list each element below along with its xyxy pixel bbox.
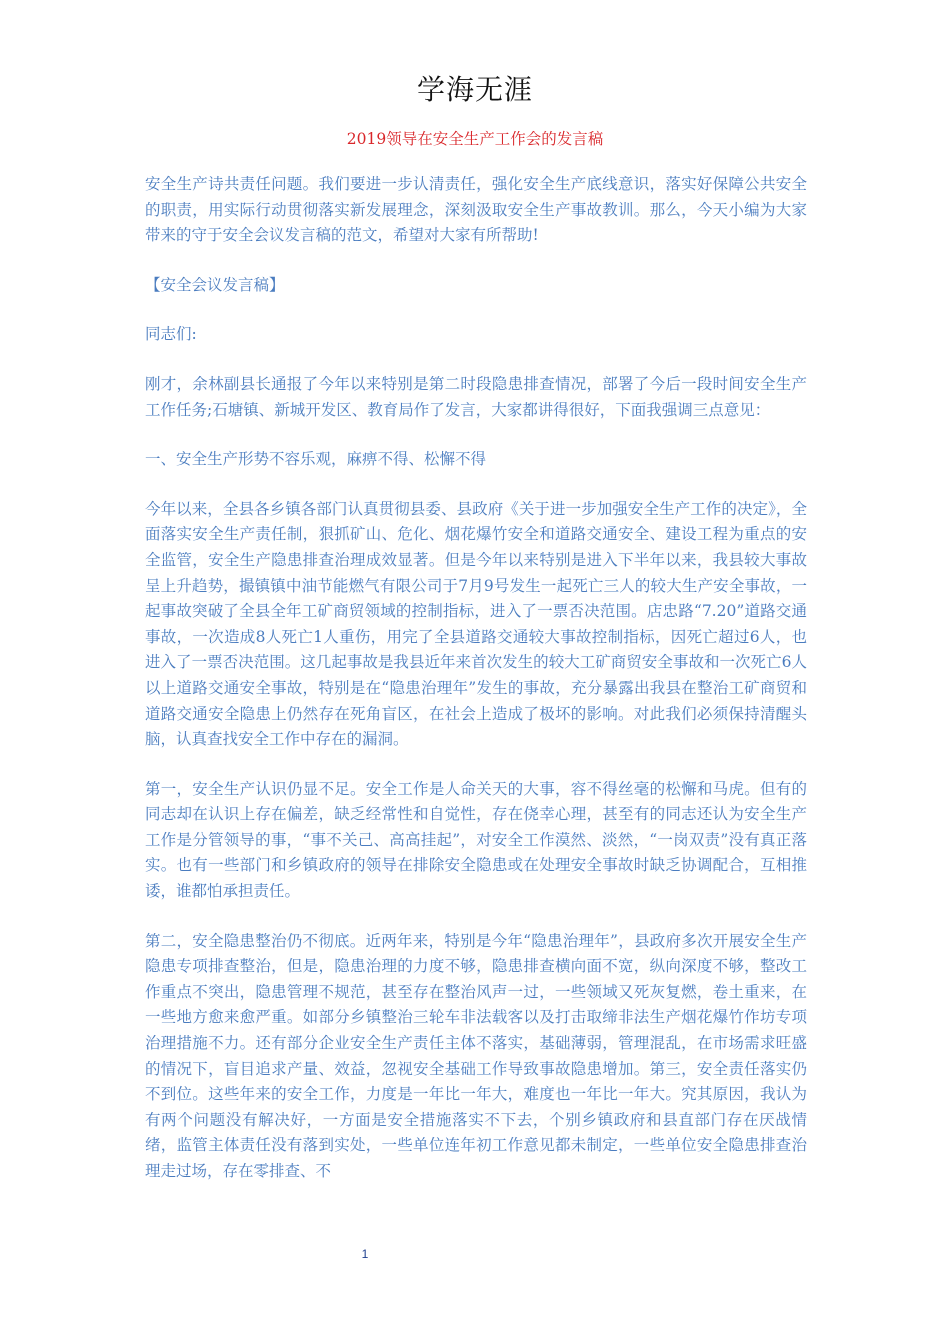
salutation: 同志们: bbox=[145, 325, 197, 344]
intro-paragraph: 安全生产诗共责任问题。我们要进一步认清责任，强化安全生产底线意识，落实好保障公共安全的职责，用实际行动贯彻落实新发展理念，深刻汲取安全生产事故教训。那么，今天小编为大家带来的守于安全会议发言稿的范文，希望对大家有所帮助! bbox=[145, 175, 807, 245]
section-heading-1: 一、安全生产形势不容乐观，麻痹不得、松懈不得 bbox=[145, 450, 487, 469]
document-title: 2019领导在安全生产工作会的发言稿 bbox=[346, 130, 604, 148]
body-paragraph: 今年以来，全县各乡镇各部门认真贯彻县委、县政府《关于进一步加强安全生产工作的决定》，全面落实安全生产责任制，狠抓矿山、危化、烟花爆竹安全和道路交通安全、建设工程为重点的安全监管，安全生产隐患排查治理成效显著。但是今年以来特别是进入下半年以来，我县较大事故呈上升趋势，撮镇镇中油节能燃气有限公司于7月9号发生一起死亡三人的较大生产安全事故，一起事故突破了全县全年工矿商贸领域的控制指标，进入了一票否决范围。店忠路“7.20”道路交通事故，一次造成8人死亡1人重伤，用完了全县道路交通较大事故控制指标，因死亡超过6人，也进入了一票否决范围。这几起事故是我县近年来首次发生的较大工矿商贸安全事故和一次死亡6人以上道路交通安全事故，特别是在“隐患治理年”发生的事故，充分暴露出我县在整治工矿商贸和道路交通安全隐患上仍然存在死角盲区，在社会上造成了极坏的影响。对此我们必须保持清醒头脑，认真查找安全工作中存在的漏洞。 bbox=[145, 499, 807, 749]
body-paragraph: 第二，安全隐患整治仍不彻底。近两年来，特别是今年“隐患治理年”，县政府多次开展安全生产隐患专项排查整治，但是，隐患治理的力度不够，隐患排查横向面不宽，纵向深度不够，整改工作重点不突出，隐患管理不规范，甚至存在整治风声一过，一些领域又死灰复燃，卷土重来，在一些地方愈来愈严重。如部分乡镇整治三轮车非法载客以及打击取缔非法生产烟花爆竹作坊专项治理措施不力。还有部分企业安全生产责任主体不落实，基础薄弱，管理混乱，在市场需求旺盛的情况下，盲目追求产量、效益，忽视安全基础工作导致事故隐患增加。第三，安全责任落实仍不到位。这些年来的安全工作，力度是一年比一年大，难度也一年比一年大。究其原因，我认为有两个问题没有解决好，一方面是安全措施落实不下去，个别乡镇政府和县直部门存在厌战情绪，监管主体责任没有落到实处，一些单位连年初工作意见都未制定，一些单位安全隐患排查治理走过场，存在零排查、不 bbox=[145, 931, 807, 1180]
section-label: 【安全会议发言稿】 bbox=[145, 275, 285, 294]
body-paragraph: 第一，安全生产认识仍显不足。安全工作是人命关天的大事，容不得丝毫的松懈和马虎。但有的同志却在认识上存在偏差，缺乏经常性和自觉性，存在侥幸心理，甚至有的同志还认为安全生产工作是分管领导的事，“事不关己、高高挂起”，对安全工作漠然、淡然，“一岗双责”没有真正落实。也有一些部门和乡镇政府的领导在排除安全隐患或在处理安全事故时缺乏协调配合，互相推诿，谁都怕承担责任。 bbox=[145, 779, 807, 901]
page-number: 1 bbox=[361, 1247, 369, 1261]
document-body bbox=[145, 172, 807, 1185]
opening-paragraph: 刚才，余林副县长通报了今年以来特别是第二时段隐患排查情况，部署了今后一段时间安全生产工作任务;石塘镇、新城开发区、教育局作了发言，大家都讲得很好，下面我强调三点意见： bbox=[145, 374, 807, 419]
header-title: 学海无涯 bbox=[416, 73, 533, 106]
